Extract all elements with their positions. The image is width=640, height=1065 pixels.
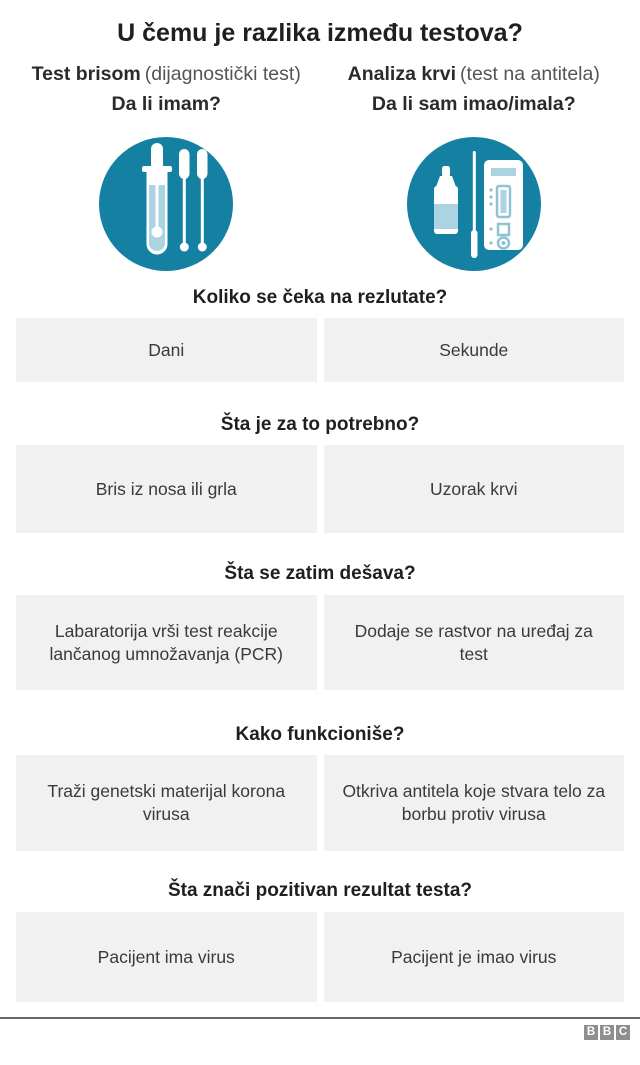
test-cassette: [484, 160, 523, 250]
answer-box-swab: Labaratorija vrši test reakcije lančanog umnožavanja (PCR): [16, 595, 317, 690]
answer-box-swab: Pacijent ima virus: [16, 912, 317, 1002]
section-heading: Koliko se čeka na rezlutate?: [192, 287, 448, 308]
answer-box-blood: Sekunde: [324, 318, 625, 382]
answer-box-swab: Bris iz nosa ili grla: [16, 445, 317, 533]
answer-box-blood: Uzorak krvi: [324, 445, 625, 533]
footer-divider: [0, 1017, 640, 1019]
swab-test-icon: [99, 137, 233, 271]
swab-test-icon-cell: [16, 137, 317, 271]
answer-box-blood: Dodaje se rastvor na uređaj za test: [324, 595, 625, 690]
section-what-needed: [0, 413, 640, 533]
column-header-swab-test: [16, 61, 317, 117]
section-what-happens-next: [0, 562, 640, 690]
column-headers: [0, 61, 640, 117]
bbc-logo: [0, 1025, 630, 1040]
bbc-logo-block: C: [616, 1025, 630, 1040]
bbc-logo-block: B: [584, 1025, 598, 1040]
blood-test-question: Da li sam imao/imala?: [371, 93, 576, 115]
section-heading: Šta je za to potrebno?: [220, 414, 420, 435]
answer-box-swab: Dani: [16, 318, 317, 382]
icon-row: [0, 137, 640, 271]
blood-test-icon-cell: [324, 137, 625, 271]
answer-box-blood: Otkriva antitela koje stvara telo za borbu protiv virusa: [324, 755, 625, 851]
column-header-blood-test: [324, 61, 625, 117]
answer-box-swab: Traži genetski materijal korona virusa: [16, 755, 317, 851]
swab-test-qualifier: (dijagnostički test): [144, 63, 301, 85]
bbc-logo-block: B: [600, 1025, 614, 1040]
swab-test-name: Test brisom: [31, 63, 141, 85]
section-heading: Šta se zatim dešava?: [224, 563, 416, 584]
answer-box-blood: Pacijent je imao virus: [324, 912, 625, 1002]
antibody-test-icon: [407, 137, 541, 271]
blood-test-qualifier: (test na antitela): [460, 63, 600, 85]
blood-test-label: [324, 61, 625, 87]
section-positive-result: [0, 879, 640, 1002]
section-heading: Kako funkcioniše?: [235, 724, 405, 745]
section-how-it-works: [0, 723, 640, 851]
section-heading: Šta znači pozitivan rezultat testa?: [167, 880, 473, 901]
section-wait-time: [0, 286, 640, 382]
swab-test-label: [16, 61, 317, 87]
blood-test-name: Analiza krvi: [347, 63, 457, 85]
swab-test-question: Da li imam?: [111, 93, 221, 115]
page-title: U čemu je razlika između testova?: [117, 19, 523, 47]
